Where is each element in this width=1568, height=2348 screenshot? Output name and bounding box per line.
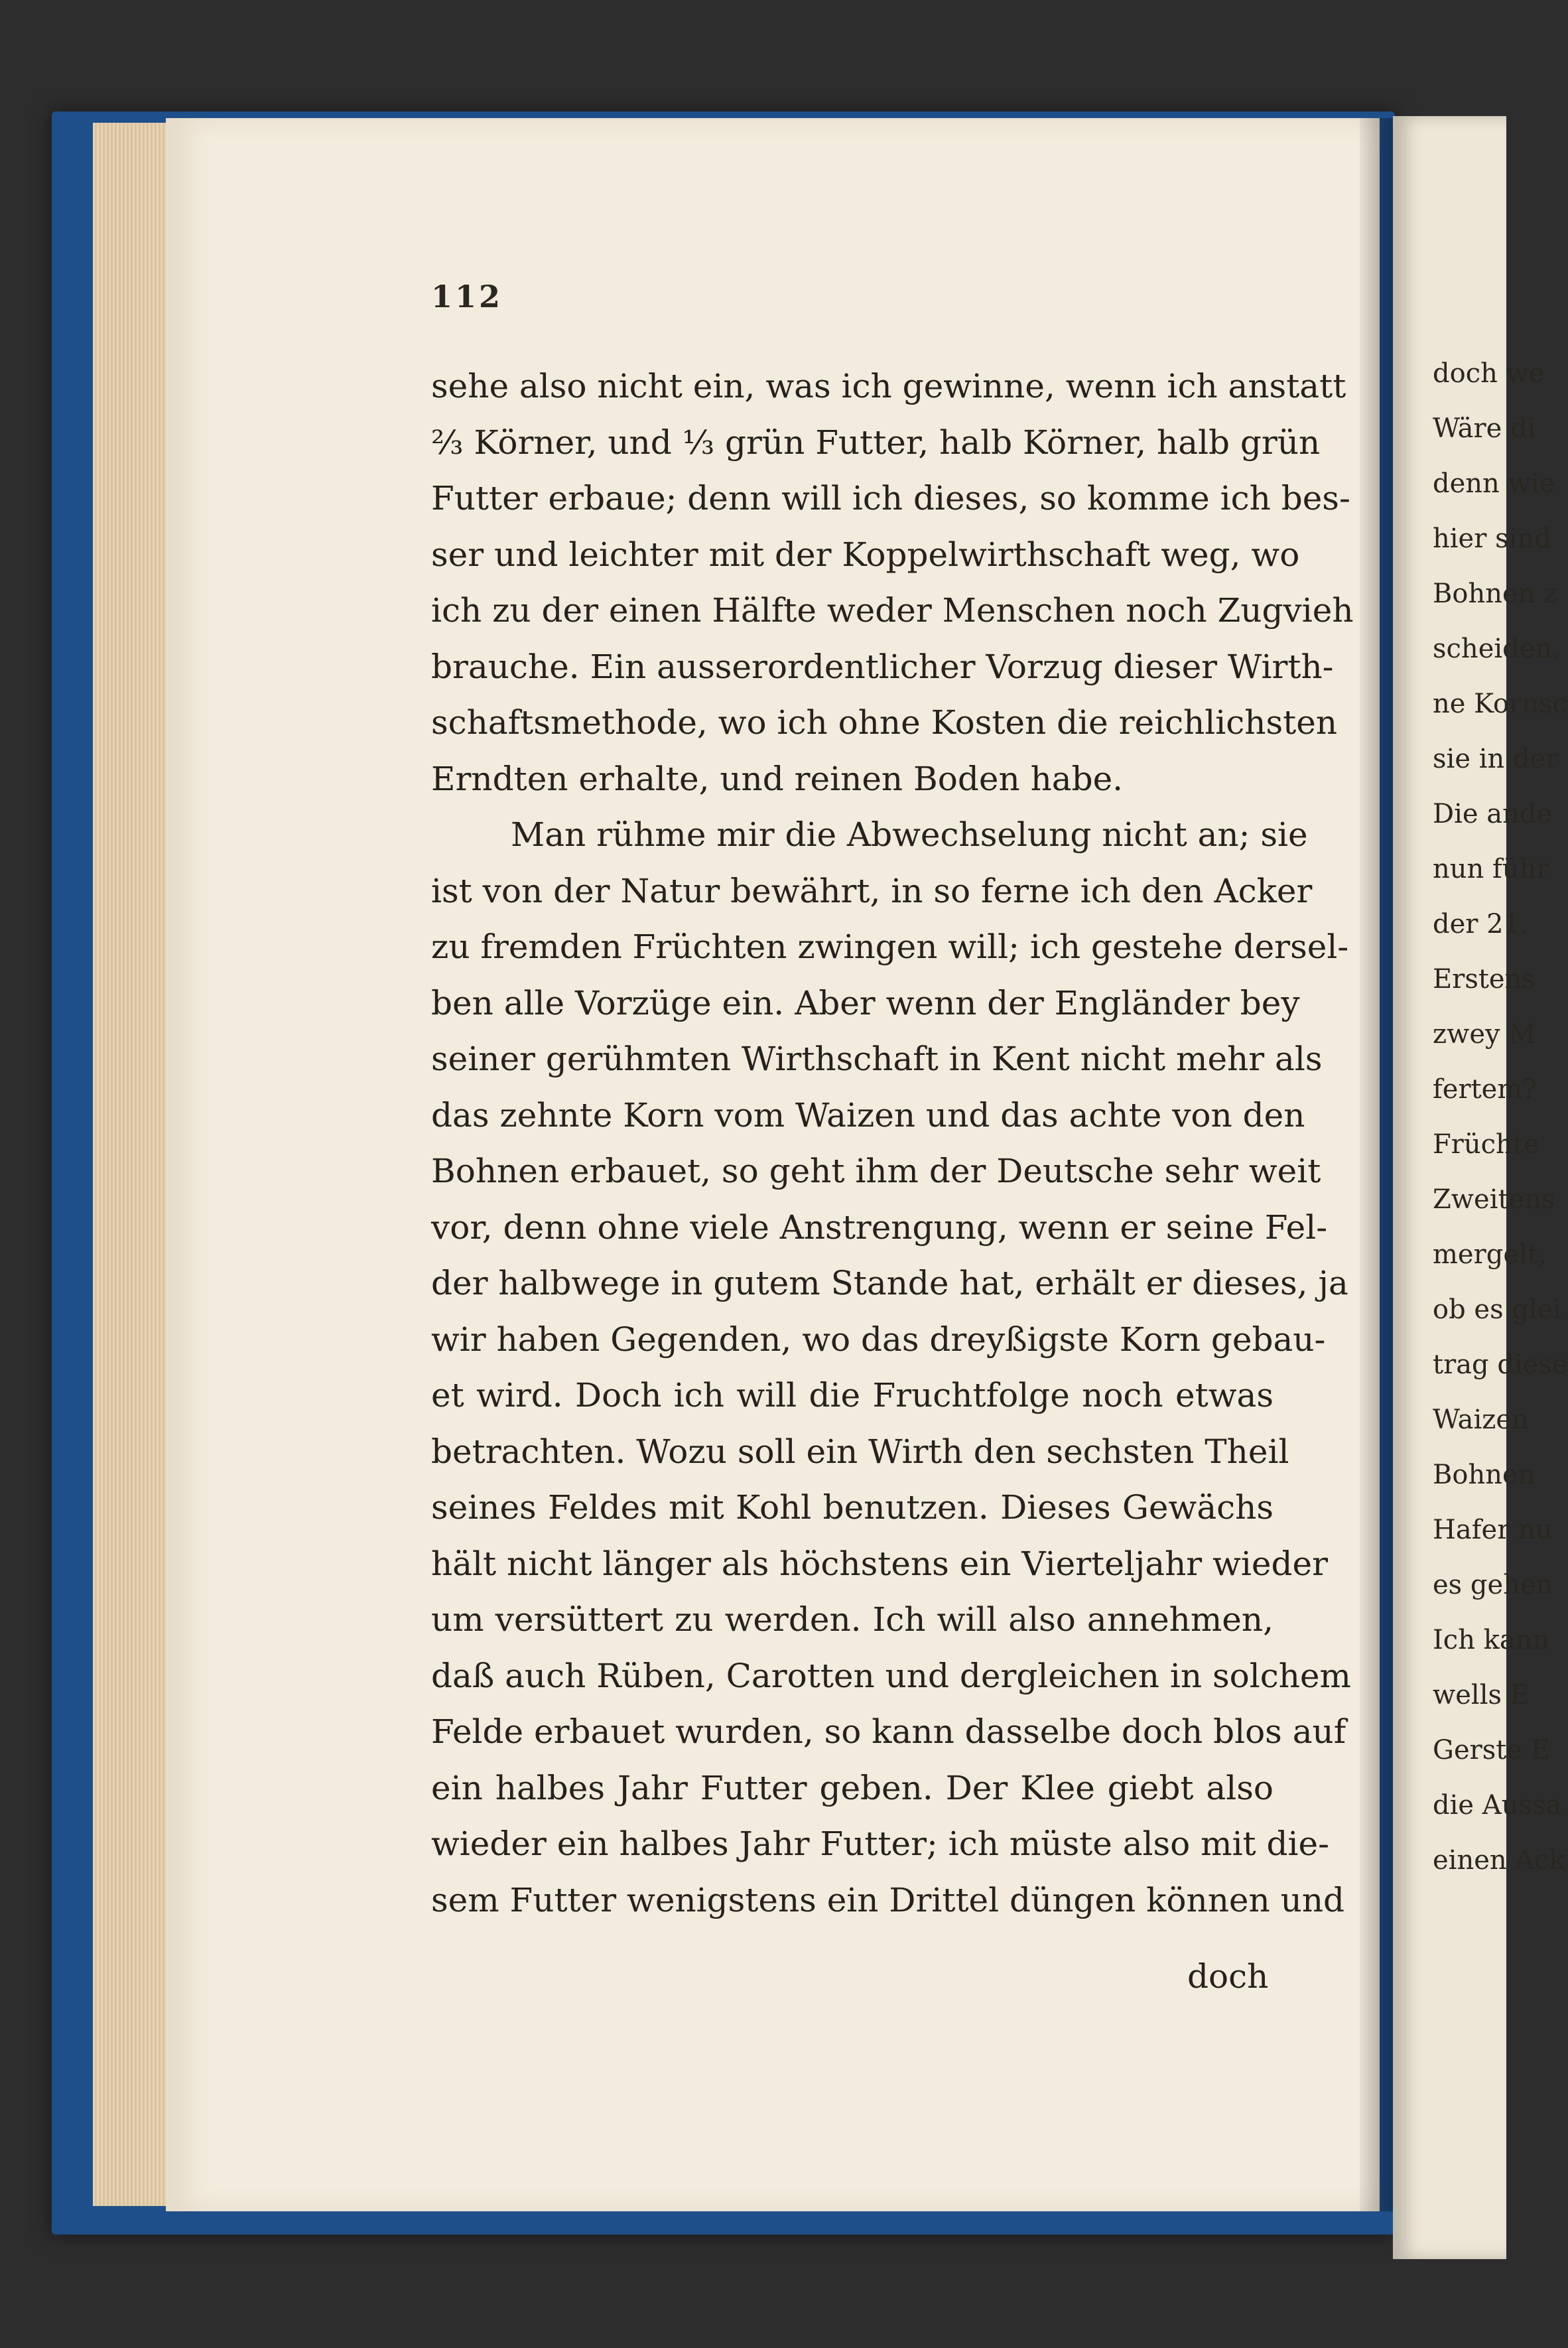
text-line: hält nicht länger als höchstens ein Vierteljahr wieder xyxy=(431,1544,1328,1583)
facing-page-line: Gerste E xyxy=(1433,1735,1550,1765)
facing-page-line: ob es glei xyxy=(1433,1294,1562,1325)
text-line: ser und leichter mit der Koppelwirthschaft weg, wo xyxy=(431,535,1300,574)
facing-page-line: fertem? xyxy=(1433,1074,1537,1105)
facing-page-line: Zweitens xyxy=(1433,1184,1555,1215)
page-number: 112 xyxy=(431,279,503,314)
catchword: doch xyxy=(1187,1957,1269,1996)
facing-page-line: Die ande xyxy=(1433,799,1553,829)
text-line: um versüttert zu werden. Ich will also annehmen, xyxy=(431,1600,1274,1639)
facing-page-line: Früchte xyxy=(1433,1129,1539,1160)
text-line: wir haben Gegenden, wo das dreyßigste Korn gebau- xyxy=(431,1320,1326,1359)
text-line: daß auch Rüben, Carotten und dergleichen in solchem xyxy=(431,1656,1351,1695)
facing-page-line: Hafer nu xyxy=(1433,1515,1553,1545)
facing-page-line: mergelt, xyxy=(1433,1239,1547,1270)
facing-page-line: Wäre di xyxy=(1433,413,1536,444)
text-line: ich zu der einen Hälfte weder Menschen noch Zugvieh xyxy=(431,591,1354,630)
facing-page-line: einen Ack xyxy=(1433,1845,1565,1876)
text-line: brauche. Ein ausserordentlicher Vorzug dieser Wirth- xyxy=(431,647,1334,686)
facing-page-line: sie in der xyxy=(1433,744,1559,774)
text-line: Futter erbaue; denn will ich dieses, so komme ich bes- xyxy=(431,479,1350,518)
text-line: betrachten. Wozu soll ein Wirth den sechsten Theil xyxy=(431,1432,1289,1471)
facing-page-line: hier sind xyxy=(1433,523,1551,554)
facing-page-line: denn wie xyxy=(1433,468,1555,499)
facing-page-line: der 21. xyxy=(1433,909,1529,939)
facing-page-line: nun führ xyxy=(1433,854,1549,884)
text-line: sehe also nicht ein, was ich gewinne, wenn ich anstatt xyxy=(431,367,1346,405)
text-line: ein halbes Jahr Futter geben. Der Klee giebt also xyxy=(431,1768,1274,1807)
facing-page-line: die Aussa xyxy=(1433,1790,1562,1821)
text-line: seiner gerühmten Wirthschaft in Kent nicht mehr als xyxy=(431,1040,1323,1078)
facing-page-line: scheiden, xyxy=(1433,634,1561,664)
facing-page-line: Bohnen xyxy=(1433,1460,1535,1490)
text-line: ⅔ Körner, und ⅓ grün Futter, halb Körner, halb grün xyxy=(431,423,1321,462)
text-line: das zehnte Korn vom Waizen und das achte von den xyxy=(431,1095,1305,1135)
text-line: schaftsmethode, wo ich ohne Kosten die reichlichsten xyxy=(431,703,1338,742)
text-line: et wird. Doch ich will die Fruchtfolge noch etwas xyxy=(431,1376,1274,1415)
facing-page-line: doch we xyxy=(1433,358,1545,389)
text-line: Erndten erhalte, und reinen Boden habe. xyxy=(431,759,1124,798)
text-line: ben alle Vorzüge ein. Aber wenn der Engländer bey xyxy=(431,983,1300,1022)
text-line: sem Futter wenigstens ein Drittel düngen können und xyxy=(431,1880,1345,1919)
text-line: Bohnen erbauet, so geht ihm der Deutsche sehr weit xyxy=(431,1152,1321,1190)
facing-page-fragment xyxy=(1393,116,1568,2259)
facing-page-line: Waizen xyxy=(1433,1405,1529,1435)
facing-page-line: Ich kann xyxy=(1433,1625,1550,1655)
text-line: ist von der Natur bewährt, in so ferne ich den Acker xyxy=(431,871,1313,910)
page-body-text xyxy=(431,358,1354,1928)
text-line: wieder ein halbes Jahr Futter; ich müste also mit die- xyxy=(431,1825,1330,1863)
paragraph-start-line: Man rühme mir die Abwechselung nicht an; sie xyxy=(511,815,1308,854)
facing-page-line: wells E xyxy=(1433,1680,1530,1710)
page-gutter xyxy=(1360,118,1393,2211)
facing-page-line: es gehen xyxy=(1433,1570,1553,1600)
facing-page-line: ne Kornsc xyxy=(1433,689,1567,719)
facing-page-line: Erstens xyxy=(1433,964,1535,995)
text-line: der halbwege in gutem Stande hat, erhält er dieses, ja xyxy=(431,1264,1348,1302)
text-line: vor, denn ohne viele Anstrengung, wenn er seine Fel- xyxy=(431,1208,1328,1247)
text-line: seines Feldes mit Kohl benutzen. Dieses Gewächs xyxy=(431,1488,1274,1527)
text-line: Felde erbauet wurden, so kann dasselbe doch blos auf xyxy=(431,1712,1346,1751)
facing-page-line: Bohnen z xyxy=(1433,579,1558,609)
text-line: zu fremden Früchten zwingen will; ich gestehe dersel- xyxy=(431,928,1349,966)
facing-page-line: zwey M xyxy=(1433,1019,1536,1050)
facing-page-line: trag diese xyxy=(1433,1349,1568,1380)
